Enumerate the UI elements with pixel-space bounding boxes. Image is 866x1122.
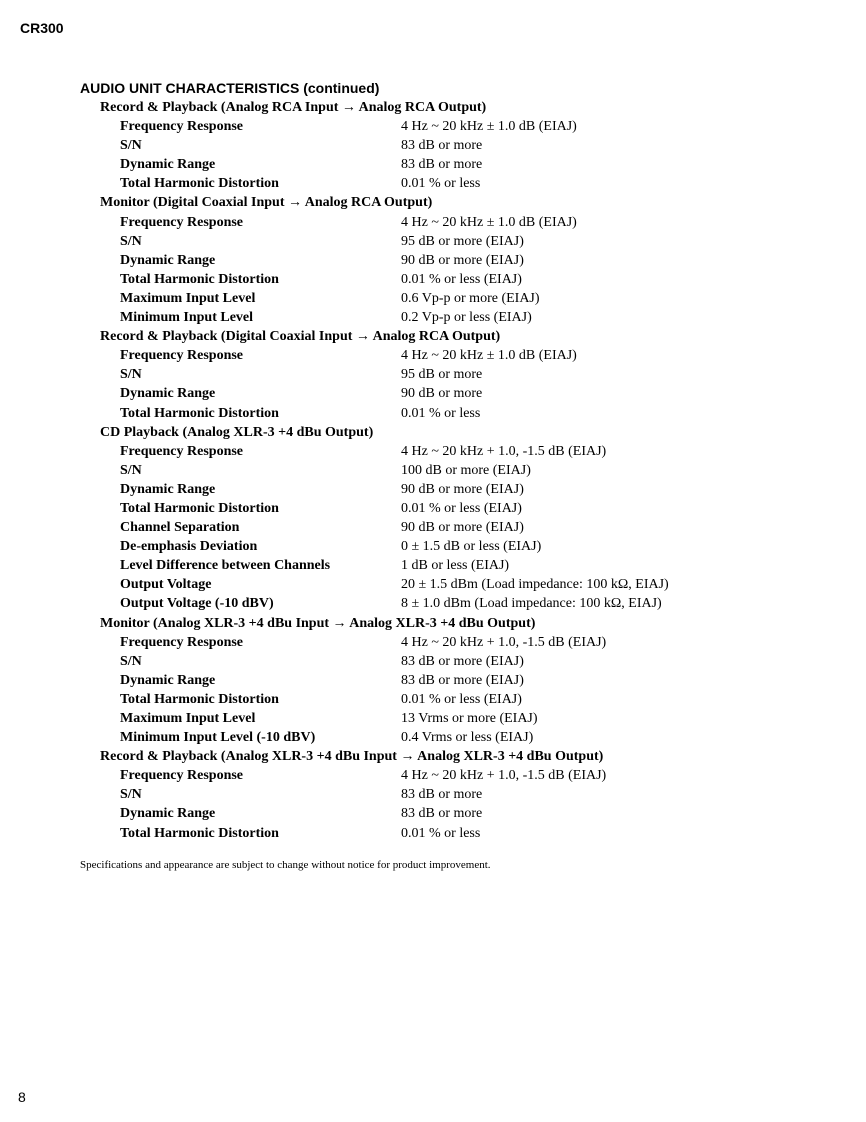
spec-label: Total Harmonic Distortion [120,825,279,841]
spec-label: S/N [120,653,142,669]
spec-row [80,652,840,671]
group-title: Monitor (Digital Coaxial Input → Analog RCA Output) [100,195,433,211]
spec-value: 0.01 % or less (EIAJ) [401,271,522,287]
spec-value: 4 Hz ~ 20 kHz + 1.0, -1.5 dB (EIAJ) [401,768,607,784]
spec-label: Dynamic Range [120,386,216,402]
spec-row [80,537,840,556]
spec-value: 0.6 Vp-p or more (EIAJ) [401,290,540,306]
spec-row [80,709,840,728]
group-title: CD Playback (Analog XLR-3 +4 dBu Output) [100,424,374,440]
spec-row [80,728,840,747]
spec-row [80,404,840,423]
spec-label: Total Harmonic Distortion [120,176,279,192]
group-title: Monitor (Analog XLR-3 +4 dBu Input → Analog XLR-3 +4 dBu Output) [100,615,536,631]
spec-label: Frequency Response [120,214,244,230]
spec-row [80,174,840,193]
spec-value: 83 dB or more [401,787,483,803]
spec-value: 83 dB or more (EIAJ) [401,672,524,688]
spec-row [80,785,840,804]
spec-value: 83 dB or more [401,138,483,154]
spec-row [80,289,840,308]
spec-label: Dynamic Range [120,806,216,822]
spec-value: 0.01 % or less [401,405,481,421]
spec-value: 95 dB or more [401,367,483,383]
spec-label: Maximum Input Level [120,711,256,726]
spec-value: 90 dB or more (EIAJ) [401,252,524,268]
spec-group [80,747,840,842]
page-number: 8 [18,1089,26,1105]
group-title: Record & Playback (Analog XLR-3 +4 dBu Input → Analog XLR-3 +4 dBu Output) [100,749,604,765]
spec-label: Frequency Response [120,768,244,784]
spec-groups [80,98,840,843]
spec-value: 1 dB or less (EIAJ) [401,558,510,574]
spec-value: 0.01 % or less [401,825,481,841]
spec-label: Channel Separation [120,520,240,536]
spec-label: De-emphasis Deviation [120,539,258,555]
footnote: Specifications and appearance are subject to change without notice for product improvement. [80,859,491,871]
spec-value: 13 Vrms or more (EIAJ) [401,711,538,726]
spec-value: 0.01 % or less (EIAJ) [401,500,522,516]
spec-row [80,671,840,690]
spec-label: Frequency Response [120,348,244,364]
spec-value: 0.01 % or less (EIAJ) [401,691,522,707]
spec-group [80,327,840,422]
spec-label: Minimum Input Level [120,310,254,326]
spec-row [80,155,840,174]
spec-row [80,251,840,270]
spec-value: 4 Hz ~ 20 kHz ± 1.0 dB (EIAJ) [401,214,577,230]
spec-group [80,193,840,327]
spec-row [80,365,840,384]
spec-row [80,308,840,327]
spec-label: S/N [120,138,142,154]
spec-value: 0.4 Vrms or less (EIAJ) [401,730,534,746]
spec-row [80,346,840,365]
spec-value: 83 dB or more [401,157,483,173]
spec-label: Total Harmonic Distortion [120,500,279,516]
spec-row [80,499,840,518]
spec-value: 90 dB or more (EIAJ) [401,481,524,497]
spec-value: 20 ± 1.5 dBm (Load impedance: 100 kΩ, EIAJ) [401,577,669,593]
spec-label: Total Harmonic Distortion [120,271,279,287]
spec-label: Dynamic Range [120,157,216,173]
spec-value: 8 ± 1.0 dBm (Load impedance: 100 kΩ, EIAJ) [401,596,662,612]
spec-row [80,556,840,575]
spec-label: Total Harmonic Distortion [120,691,279,707]
spec-row [80,480,840,499]
spec-row [80,518,840,537]
spec-label: S/N [120,367,142,383]
spec-label: Total Harmonic Distortion [120,405,279,421]
spec-row [80,461,840,480]
spec-label: Output Voltage (-10 dBV) [120,596,274,612]
spec-label: Frequency Response [120,634,244,650]
spec-row [80,117,840,136]
spec-row [80,575,840,594]
group-title: Record & Playback (Analog RCA Input → Analog RCA Output) [100,100,487,115]
spec-row [80,824,840,843]
group-title: Record & Playback (Digital Coaxial Input → Analog RCA Output) [100,329,501,345]
spec-content [80,79,840,843]
spec-row [80,442,840,461]
spec-label: Output Voltage [120,577,212,593]
spec-row [80,804,840,823]
spec-label: Level Difference between Channels [120,558,331,574]
spec-value: 90 dB or more [401,386,483,402]
spec-label: S/N [120,233,142,249]
spec-label: Dynamic Range [120,252,216,268]
spec-row [80,232,840,251]
spec-label: Dynamic Range [120,672,216,688]
spec-label: S/N [120,462,142,478]
spec-value: 83 dB or more [401,806,483,822]
spec-label: Dynamic Range [120,481,216,497]
spec-label: Minimum Input Level (-10 dBV) [120,730,316,746]
spec-label: S/N [120,787,142,803]
spec-value: 4 Hz ~ 20 kHz + 1.0, -1.5 dB (EIAJ) [401,443,607,459]
spec-value: 83 dB or more (EIAJ) [401,653,524,669]
spec-row [80,690,840,709]
spec-value: 4 Hz ~ 20 kHz + 1.0, -1.5 dB (EIAJ) [401,634,607,650]
spec-row [80,136,840,155]
model-name: CR300 [20,20,64,36]
spec-value: 0 ± 1.5 dB or less (EIAJ) [401,539,542,555]
spec-value: 90 dB or more (EIAJ) [401,520,524,536]
spec-label: Frequency Response [120,443,244,459]
section-title: AUDIO UNIT CHARACTERISTICS (continued) [80,80,380,96]
spec-value: 95 dB or more (EIAJ) [401,233,524,249]
spec-row [80,213,840,232]
spec-value: 4 Hz ~ 20 kHz ± 1.0 dB (EIAJ) [401,119,577,135]
spec-value: 4 Hz ~ 20 kHz ± 1.0 dB (EIAJ) [401,348,577,364]
spec-row [80,633,840,652]
spec-row [80,384,840,403]
spec-value: 0.01 % or less [401,176,481,192]
spec-label: Frequency Response [120,119,244,135]
spec-value: 0.2 Vp-p or less (EIAJ) [401,310,532,326]
spec-group [80,423,840,614]
spec-row [80,766,840,785]
spec-label: Maximum Input Level [120,290,256,306]
spec-value: 100 dB or more (EIAJ) [401,462,531,478]
spec-group [80,98,840,193]
spec-group [80,614,840,748]
spec-row [80,270,840,289]
spec-row [80,594,840,613]
